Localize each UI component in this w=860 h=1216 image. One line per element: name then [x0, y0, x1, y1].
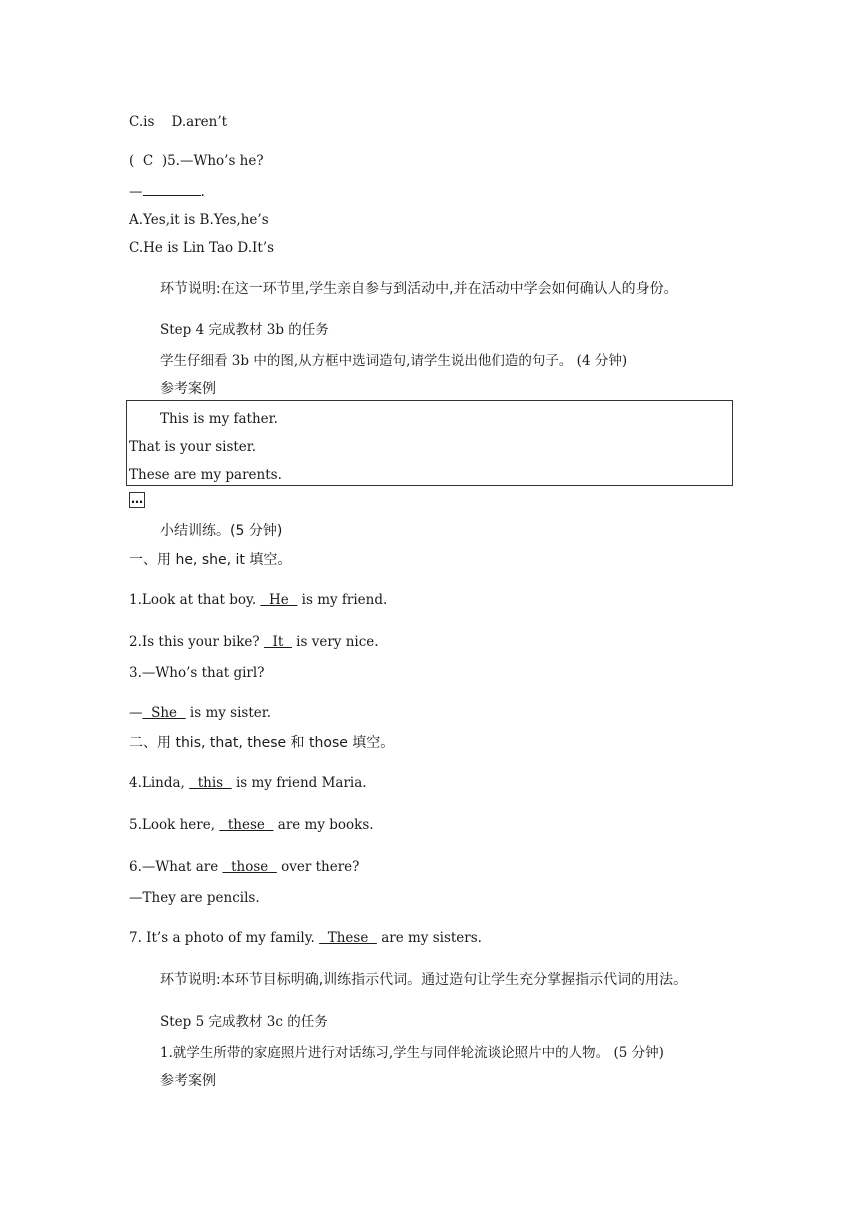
step5-reference-label: 参考案例	[160, 1073, 216, 1089]
exercise-7	[129, 929, 482, 947]
pre-text: 1.Look at that boy.	[129, 592, 261, 608]
part2-heading: 二、用 this, that, these 和 those 填空。	[129, 735, 395, 751]
answer: It	[263, 634, 292, 650]
example-sentence-1: This is my father.	[160, 411, 278, 427]
q5-blank-line	[129, 182, 205, 201]
answer: He	[260, 592, 298, 608]
paren-close: )	[161, 153, 168, 169]
exercise-3-prompt: 3.—Who’s that girl?	[129, 665, 265, 681]
post-text: is very nice.	[291, 634, 379, 650]
period: .	[200, 184, 205, 200]
pre-text: 6.—What are	[129, 859, 223, 875]
post-text: is my sister.	[185, 705, 272, 721]
question-text: 5.—Who’s he?	[167, 153, 264, 169]
step5-title: Step 5 完成教材 3c 的任务	[160, 1014, 328, 1030]
post-text: is my friend.	[297, 592, 388, 608]
answer: She	[142, 705, 186, 721]
step4-title: Step 4 完成教材 3b 的任务	[160, 322, 329, 338]
exercise-6	[129, 858, 359, 876]
dash: —	[129, 184, 143, 200]
post-text: is my friend Maria.	[231, 775, 367, 791]
part1-heading: 一、用 he, she, it 填空。	[129, 552, 292, 568]
exercise-5	[129, 816, 374, 834]
exercise-1	[129, 591, 387, 609]
note-1: 环节说明:在这一环节里,学生亲自参与到活动中,并在活动中学会如何确认人的身份。	[160, 281, 678, 297]
step5-description: 1.就学生所带的家庭照片进行对话练习,学生与同伴轮流谈论照片中的人物。 (5 分钟)	[160, 1045, 664, 1061]
pre-text: 5.Look here,	[129, 817, 220, 833]
step4-description: 学生仔细看 3b 中的图,从方框中选词造句,请学生说出他们造的句子。 (4 分钟)	[160, 353, 628, 369]
note-2: 环节说明:本环节目标明确,训练指示代词。通过造句让学生充分掌握指示代词的用法。	[160, 972, 688, 988]
answer: those	[222, 859, 277, 875]
answer: These	[319, 930, 377, 946]
post-text: are my sisters.	[376, 930, 482, 946]
pre-text: 7. It’s a photo of my family.	[129, 930, 320, 946]
pre-text: 2.Is this your bike?	[129, 634, 264, 650]
q4-options-cd: C.is D.aren’t	[129, 114, 228, 130]
exercise-2	[129, 633, 379, 651]
example-sentence-2: That is your sister.	[129, 439, 257, 455]
post-text: are my books.	[273, 817, 374, 833]
pre-text: —	[129, 705, 143, 721]
post-text: over there?	[276, 859, 360, 875]
exercise-3-answer	[129, 704, 271, 722]
q5-options-ab: A.Yes,it is B.Yes,he’s	[129, 212, 269, 228]
paren-open: (	[129, 153, 135, 169]
exercise-4	[129, 774, 367, 792]
example-sentence-3: These are my parents.	[129, 467, 282, 483]
step4-reference-label: 参考案例	[160, 381, 216, 397]
ellipsis-icon[interactable]: …	[131, 492, 143, 506]
answer-blank	[143, 182, 201, 196]
q5-question	[129, 152, 264, 170]
q5-options-cd: C.He is Lin Tao D.It’s	[129, 240, 275, 256]
answer-letter: C	[142, 153, 154, 169]
answer: these	[219, 817, 274, 833]
answer: this	[189, 775, 232, 791]
pre-text: 4.Linda,	[129, 775, 190, 791]
summary-heading: 小结训练。(5 分钟)	[160, 523, 283, 539]
exercise-6-reply: —They are pencils.	[129, 890, 260, 906]
